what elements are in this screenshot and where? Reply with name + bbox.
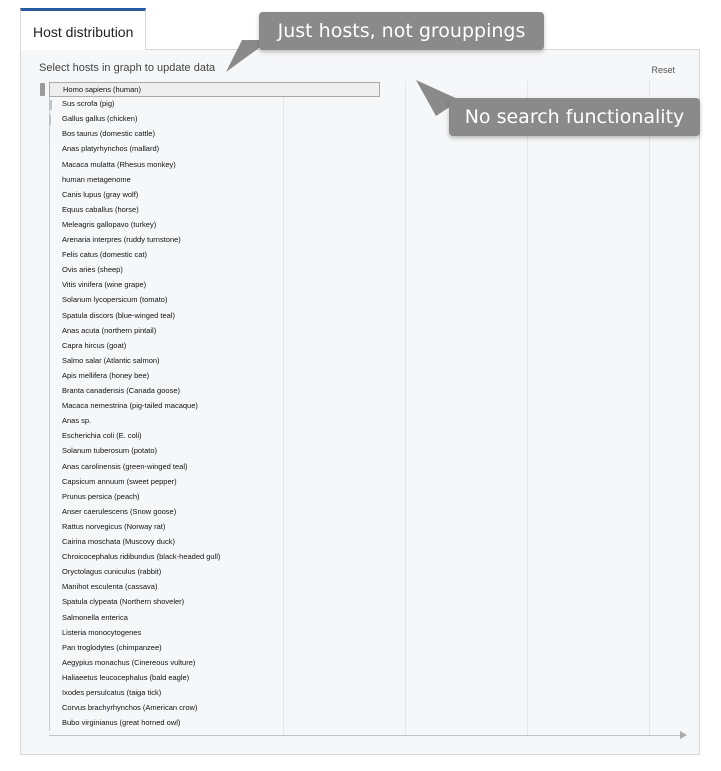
callout-hosts-annotation: Just hosts, not grouppings [259,12,544,50]
host-row[interactable] [49,656,380,671]
host-row[interactable] [49,203,380,218]
host-label: Spatula discors (blue-winged teal) [62,310,175,320]
host-row[interactable] [49,384,380,399]
host-label: Haliaeetus leucocephalus (bald eagle) [62,672,190,682]
host-row[interactable] [49,520,380,535]
host-label: Anas platyrhynchos (mallard) [62,144,160,154]
host-row[interactable] [49,686,380,701]
host-row[interactable] [49,354,380,369]
host-label: Capra hircus (goat) [62,340,127,350]
host-label: Salmonella enterica [62,612,128,622]
host-row[interactable] [49,293,380,308]
host-label: Homo sapiens (human) [63,85,141,94]
y-scrollbar-handle[interactable] [40,83,45,96]
tab-label: Host distribution [33,24,134,40]
host-row[interactable] [49,97,380,112]
host-label: Prunus persica (peach) [62,491,140,501]
host-label: Anas acuta (northern pintail) [62,325,157,335]
host-label: Macaca nemestrina (pig-tailed macaque) [62,401,198,411]
host-label: Meleagris gallopavo (turkey) [62,219,157,229]
host-row[interactable] [49,444,380,459]
host-row[interactable] [49,505,380,520]
host-label: Cairina moschata (Muscovy duck) [62,537,175,546]
host-label: Spatula clypeata (Northern shoveler) [62,597,185,607]
host-label: Arenaria interpres (ruddy turnstone) [62,235,181,244]
host-row[interactable] [49,626,380,641]
host-label: Chroicocephalus ridibundus (black-headed gull) [62,552,221,562]
x-axis [49,735,681,736]
instruction-text: Select hosts in graph to update data [39,62,216,74]
host-label: Branta canadensis (Canada goose) [62,386,180,395]
grid-line [405,81,406,737]
host-label: Bos taurus (domestic cattle) [62,129,155,139]
host-row[interactable] [49,112,380,127]
host-label: Equus caballus (horse) [62,204,139,214]
host-label: Gallus gallus (chicken) [62,114,138,124]
host-row[interactable] [49,263,380,278]
grid-line [527,81,528,737]
host-label: Solanum tuberosum (potato) [62,446,158,456]
host-row[interactable] [49,399,380,414]
host-row[interactable] [49,414,380,429]
host-row[interactable] [49,127,380,142]
host-row[interactable] [49,142,380,157]
host-label: Solanum lycopersicum (tomato) [62,295,168,305]
host-label: Escherichia coli (E. coli) [62,431,142,441]
host-row[interactable] [49,716,380,731]
host-row[interactable] [49,611,380,626]
tab-host-distribution[interactable] [20,8,146,50]
host-row[interactable] [49,188,380,203]
x-axis-arrow-icon [680,731,687,739]
callout-search-annotation: No search functionality [449,98,700,136]
reset-button[interactable]: Reset [651,65,675,75]
host-label: Oryctolagus cuniculus (rabbit) [62,567,162,577]
host-row[interactable] [49,158,380,173]
host-row[interactable] [49,580,380,595]
host-label: Anser caerulescens (Snow goose) [62,506,177,516]
host-row[interactable] [49,82,380,97]
host-row[interactable] [49,324,380,339]
host-label: Sus scrofa (pig) [62,99,115,109]
host-label: Anas sp. [62,416,92,426]
host-row[interactable] [49,475,380,490]
host-label: Vitis vinifera (wine grape) [62,280,147,290]
host-label: Ixodes persulcatus (taiga tick) [62,688,162,697]
host-label: Anas carolinensis (green-winged teal) [62,461,188,471]
host-label: Felis catus (domestic cat) [62,250,148,260]
host-row[interactable] [49,595,380,610]
host-row[interactable] [49,339,380,354]
host-row[interactable] [49,565,380,580]
host-row[interactable] [49,218,380,233]
host-label: Pan troglodytes (chimpanzee) [62,642,162,652]
host-row[interactable] [49,460,380,475]
host-row[interactable] [49,490,380,505]
host-label: Canis lupus (gray wolf) [62,189,139,199]
host-label: human metagenome [62,174,131,184]
host-label: Manihot esculenta (cassava) [62,582,158,592]
host-row[interactable] [49,309,380,324]
host-label: Capsicum annuum (sweet pepper) [62,476,177,486]
host-row[interactable] [49,369,380,384]
host-row[interactable] [49,701,380,716]
host-row[interactable] [49,641,380,656]
host-label: Ovis aries (sheep) [62,265,123,275]
host-row[interactable] [49,173,380,188]
host-label: Apis mellifera (honey bee) [62,370,150,380]
host-row[interactable] [49,671,380,686]
host-label: Bubo virginianus (great horned owl) [62,718,181,728]
host-label: Corvus brachyrhynchos (American crow) [62,703,198,713]
host-row[interactable] [49,278,380,293]
host-label: Listeria monocytogenes [62,627,142,637]
host-chart [39,81,681,737]
host-label: Aegypius monachus (Cinereous vulture) [62,657,196,667]
host-distribution-panel [20,49,700,755]
host-row[interactable] [49,535,380,550]
grid-line [649,81,650,737]
host-label: Rattus norvegicus (Norway rat) [62,521,166,531]
host-row[interactable] [49,233,380,248]
host-row[interactable] [49,248,380,263]
host-label: Macaca mulatta (Rhesus monkey) [62,159,176,169]
host-row[interactable] [49,429,380,444]
host-label: Salmo salar (Atlantic salmon) [62,355,160,365]
host-row[interactable] [49,550,380,565]
